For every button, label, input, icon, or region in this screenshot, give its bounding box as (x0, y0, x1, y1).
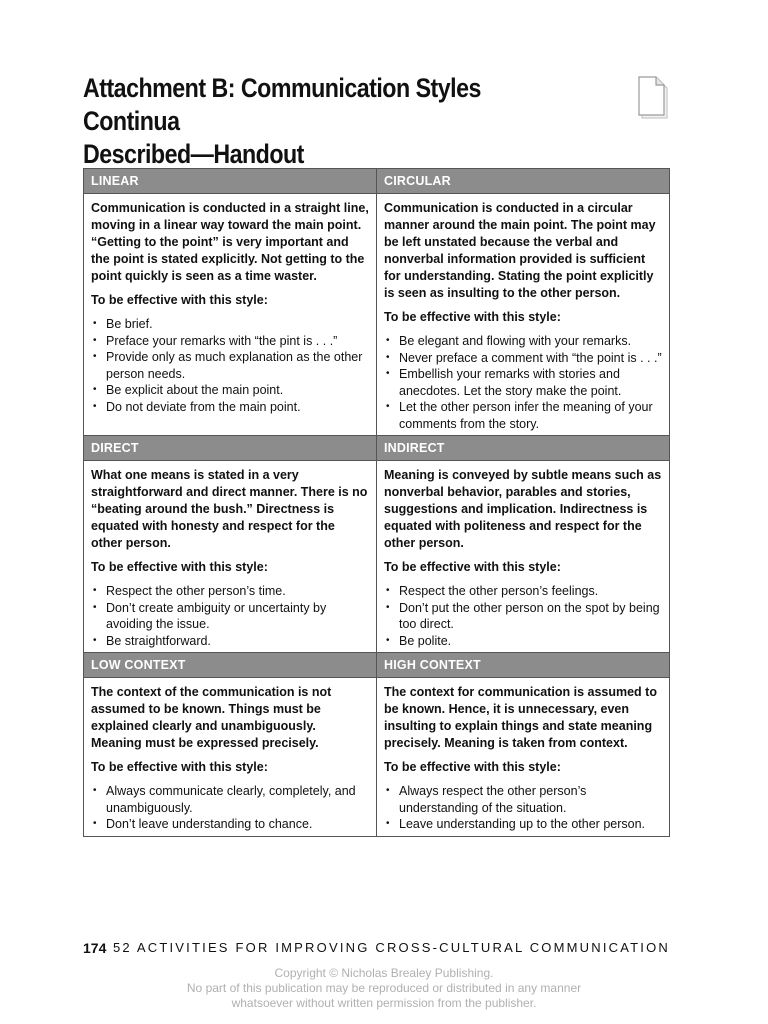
copyright-notice (0, 966, 768, 1011)
effective-label: To be effective with this style: (91, 560, 268, 574)
table-row (84, 194, 670, 436)
copyright-line-3: whatsoever without written permission from the publisher. (231, 996, 537, 1010)
tips-list (384, 783, 662, 833)
list-item: • Don’t put the other person on the spot by being too direct. (384, 600, 662, 633)
effective-label: To be effective with this style: (384, 310, 561, 324)
table-header-row (84, 653, 670, 678)
page-title (83, 72, 530, 171)
tips-list (384, 333, 662, 432)
list-item: • Respect the other person’s feelings. (384, 583, 662, 600)
cell-high-context (377, 678, 670, 837)
list-item: • Always communicate clearly, completely, and unambiguously. (91, 783, 369, 816)
list-item: • Be polite. (384, 633, 662, 650)
description: The context of the communication is not assumed to be known. Things must be explained clearly and unambiguously. Meaning must be expressed precisely. (91, 685, 332, 750)
list-item: • Don’t create ambiguity or uncertainty by avoiding the issue. (91, 600, 369, 633)
effective-label: To be effective with this style: (91, 760, 268, 774)
list-item: • Always respect the other person’s understanding of the situation. (384, 783, 662, 816)
heading-direct: DIRECT (84, 436, 377, 461)
page-number: 174 (83, 940, 107, 956)
tips-list (384, 583, 662, 649)
list-item: • Leave understanding up to the other person. (384, 816, 662, 833)
effective-label: To be effective with this style: (384, 760, 561, 774)
description: Meaning is conveyed by subtle means such as nonverbal behavior, parables and stories, suggestions and implication. Indirectness is equated with politeness and respect for the other person. (384, 468, 662, 550)
list-item: • Be elegant and flowing with your remarks. (384, 333, 662, 350)
table-row (84, 461, 670, 653)
list-item: • Be brief. (91, 316, 369, 333)
heading-linear: LINEAR (84, 169, 377, 194)
list-item: • Do not deviate from the main point. (91, 399, 369, 416)
cell-direct (84, 461, 377, 653)
running-title: 52 ACTIVITIES FOR IMPROVING CROSS-CULTURAL COMMUNICATION (112, 940, 670, 955)
cell-circular (377, 194, 670, 436)
heading-indirect: INDIRECT (377, 436, 670, 461)
effective-label: To be effective with this style: (384, 560, 561, 574)
list-item: • Never preface a comment with “the point is . . .” (384, 350, 662, 367)
table-header-row (84, 436, 670, 461)
description: What one means is stated in a very straightforward and direct manner. There is no “beating around the bush.” Directness is equated with honesty and respect for the other person. (91, 468, 368, 550)
copyright-line-2: No part of this publication may be reproduced or distributed in any manner (186, 981, 582, 995)
page-title-line-2: Described—Handout (83, 139, 304, 169)
cell-indirect (377, 461, 670, 653)
description: The context for communication is assumed to be known. Hence, it is unnecessary, even insulting to explain things and state meaning precisely. Meaning is taken from context. (384, 685, 657, 750)
description: Communication is conducted in a straight line, moving in a linear way toward the main point. “Getting to the point” is very important and the point is stated explicitly. Not getting to the point quickly is seen as a time waster. (91, 201, 369, 283)
list-item: • Be straightforward. (91, 633, 369, 650)
heading-circular: CIRCULAR (377, 169, 670, 194)
page-title-line-1: Attachment B: Communication Styles Continua (83, 73, 481, 136)
list-item: • Provide only as much explanation as the other person needs. (91, 349, 369, 382)
tips-list (91, 783, 369, 833)
document-icon (637, 76, 669, 120)
table-header-row (84, 169, 670, 194)
tips-list (91, 583, 369, 649)
cell-linear (84, 194, 377, 436)
heading-low-context: LOW CONTEXT (84, 653, 377, 678)
tips-list (91, 316, 369, 415)
styles-table (83, 168, 670, 837)
list-item: • Embellish your remarks with stories and anecdotes. Let the story make the point. (384, 366, 662, 399)
heading-high-context: HIGH CONTEXT (377, 653, 670, 678)
cell-low-context (84, 678, 377, 837)
list-item: • Don’t leave understanding to chance. (91, 816, 369, 833)
description: Communication is conducted in a circular manner around the main point. The point may be left unstated because the verbal and nonverbal information provided is sufficient for understanding. Stating the point explicitly is seen as insulting to the other person. (384, 201, 656, 300)
copyright-line-1: Copyright © Nicholas Brealey Publishing. (274, 966, 494, 980)
effective-label: To be effective with this style: (91, 293, 268, 307)
list-item: • Be explicit about the main point. (91, 382, 369, 399)
table-row (84, 678, 670, 837)
list-item: • Respect the other person’s time. (91, 583, 369, 600)
list-item: • Let the other person infer the meaning of your comments from the story. (384, 399, 662, 432)
list-item: • Preface your remarks with “the pint is . . .” (91, 333, 369, 350)
